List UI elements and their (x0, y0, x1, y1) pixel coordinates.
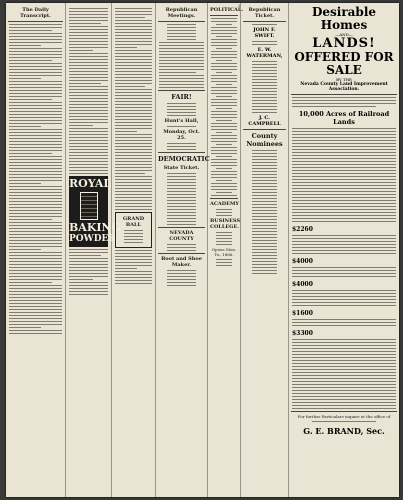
nevada-county-heading: NEVADA COUNTY (169, 230, 194, 242)
political-list (210, 18, 238, 196)
fair-hall: Hunt's Hall, (164, 118, 199, 124)
page-number: 3 (238, 3, 241, 8)
meetings-list (158, 24, 205, 88)
fair-heading: FAIR! (171, 93, 192, 101)
price-entry: $1600 (292, 310, 313, 317)
article-text (68, 8, 109, 174)
can-icon (80, 192, 98, 220)
political-heading: POLITICAL. (210, 7, 244, 13)
candidate-name: J. C. CAMPBELL (248, 115, 281, 127)
royal-baking-powder-ad (69, 176, 121, 247)
candidate-name: JOHN F. SWIFT. (253, 27, 276, 39)
association-name: Nevada County Land Improvement Association. (300, 82, 388, 92)
newspaper-page (6, 3, 399, 497)
democratic-ticket-list (158, 173, 205, 225)
column-3 (112, 3, 156, 497)
academy-heading: ACADEMY (210, 201, 239, 207)
price-entry: $4000 (292, 258, 313, 265)
column-6 (241, 3, 289, 497)
lands-heading: LANDS! (312, 36, 376, 51)
lands-and: —AND— (335, 32, 353, 37)
article-text (8, 24, 63, 334)
price-entry: $3300 (292, 330, 313, 337)
agent-name: G. E. BRAND, Sec. (303, 426, 385, 436)
republican-ticket-heading: Republican Ticket. (248, 7, 281, 19)
price-entry: $2260 (292, 226, 313, 233)
lands-by: BY THE (336, 77, 352, 82)
paper-title: The Daily Transcript. (20, 7, 51, 19)
ad-line: POWDER (69, 234, 116, 244)
footer-note: For further Particulars inquire at the office of (297, 414, 391, 419)
acres-heading: 10,000 Acres of Railroad Lands (298, 110, 390, 126)
lands-ad (289, 3, 399, 497)
county-nominees-heading: County Nominees (246, 132, 283, 148)
business-college-heading: BUSINESS COLLEGE. (210, 218, 241, 230)
candidate-list (243, 61, 286, 113)
fair-date: Monday, Oct. 25. (163, 129, 200, 141)
column-5 (208, 3, 244, 497)
column-1 (6, 3, 66, 497)
section-heading: Republican Meetings. (165, 7, 198, 19)
offered-for-sale: OFFERED FOR SALE (294, 50, 394, 77)
boot-shoe-heading: Boot and Shoe Maker. (161, 256, 202, 268)
nominee-list (243, 150, 286, 274)
column-2 (66, 3, 121, 497)
ad-line: ROYAL (69, 177, 112, 190)
lands-title: Desirable Homes (311, 5, 377, 32)
grand-ball-ad (115, 212, 152, 248)
article-text (114, 250, 153, 284)
democratic-subheading: State Ticket. (163, 165, 200, 171)
column-4 (156, 3, 208, 497)
candidate-name: E. W. WATERMAN, (246, 47, 283, 59)
college-opens: Opens Mon. Tu, 1886. (211, 247, 237, 257)
ad-heading: GRAND BALL (122, 216, 145, 228)
price-entry: $4000 (292, 281, 313, 288)
democratic-heading: DEMOCRATIC (158, 155, 210, 163)
article-text (114, 8, 153, 210)
article-text (68, 249, 109, 295)
ad-line: BAKING (69, 221, 121, 234)
